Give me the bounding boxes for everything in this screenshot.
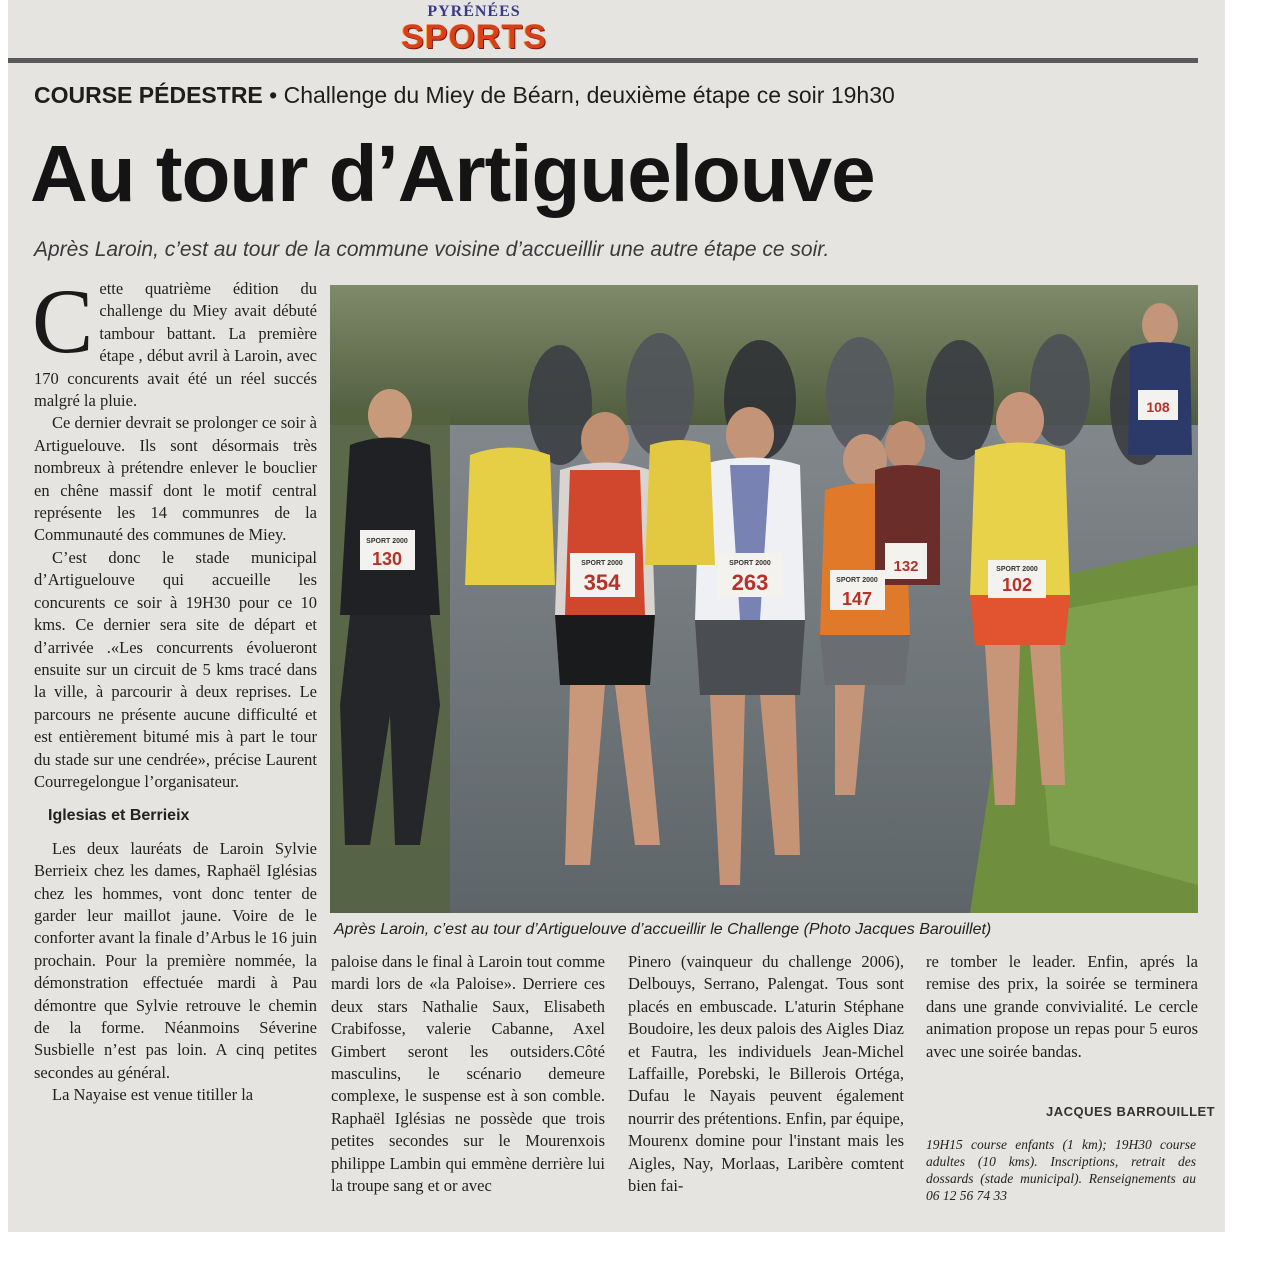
bib-number-102: 102 xyxy=(1001,575,1033,595)
bib-number-132: 132 xyxy=(893,558,919,575)
kicker-category: COURSE PÉDESTRE xyxy=(34,82,263,108)
article-paragraph: Cette quatrième édition du challenge du Miey avait débuté tambour battant. La première étape , début avril à Laroin, avec 170 concurents avait été un réel succés malgré la pluie. xyxy=(32,270,317,411)
header-rule xyxy=(8,58,1198,63)
article-paragraph: re tomber le leader. Enfin, aprés la remise des prix, la soirée se terminera dans une grande convivialité. Le cercle animation propose un repas pour 5 euros avec une soirée bandas. xyxy=(926,952,1198,1061)
kicker-text: Challenge du Miey de Béarn, deuxième étape ce soir 19h30 xyxy=(283,82,895,108)
bib-label: SPORT 2000 xyxy=(836,577,878,584)
photo-caption: Après Laroin, c’est au tour d’Artiguelouve d’accueillir le Challenge (Photo Jacques Barouillet) xyxy=(334,921,992,938)
bib-label: SPORT 2000 xyxy=(729,560,771,567)
race-photo xyxy=(330,285,1198,913)
headline: Au tour d’Artiguelouve xyxy=(30,129,875,218)
bib-label: SPORT 2000 xyxy=(581,560,623,567)
bib-number-130: 130 xyxy=(371,549,403,569)
article-column-1 xyxy=(32,270,317,1107)
bib-number-354: 354 xyxy=(583,570,621,595)
bib-label: SPORT 2000 xyxy=(366,538,408,545)
article-paragraph: La Nayaise est venue titiller la xyxy=(52,1085,254,1105)
article-column-3 xyxy=(628,951,904,1197)
bib-number-147: 147 xyxy=(841,589,873,609)
standfirst: Après Laroin, c’est au tour de la commune voisine d’accueillir une autre étape ce soir. xyxy=(34,238,830,261)
article-column-4 xyxy=(926,951,1198,1063)
kicker-separator: • xyxy=(269,82,278,108)
article-column-2 xyxy=(331,951,605,1197)
article-paragraph: Pinero (vainqueur du challenge 2006), Delbouys, Serrano, Palengat. Tous sont placés en embuscade. L'aturin Stéphane Boudoire, les deux palois des Aigles Diaz et Fautra, les individuels Jean-Michel Laffaille, Porebski, le Billerois Ortéga, Dufau le Nayais peuvent également nourrir des prétentions. Enfin, par équipe, Mourenx domine pour l'instant mais les Aigles, Nay, Morlaas, Laribère comtent bien fai- xyxy=(628,952,904,1196)
masthead xyxy=(374,4,574,54)
race-photo-illustration xyxy=(330,285,1198,913)
masthead-top: PYRÉNÉES xyxy=(427,3,521,20)
bib-label: SPORT 2000 xyxy=(996,566,1038,573)
byline: JACQUES BARROUILLET xyxy=(1046,1104,1216,1119)
drop-cap: C xyxy=(32,270,94,372)
masthead-main: SPORTS xyxy=(401,18,547,56)
bib-number-263: 263 xyxy=(731,570,769,595)
info-box: 19H15 course enfants (1 km); 19H30 course adultes (10 kms). Inscriptions, retrait des dossards (stade municipal). Renseignements au 06 12 56 74 33 xyxy=(926,1137,1196,1203)
article-subhead: Iglesias et Berrieix xyxy=(48,807,190,825)
bib-number-108: 108 xyxy=(1146,399,1170,415)
newspaper-page xyxy=(8,0,1225,1232)
article-paragraph: paloise dans le final à Laroin tout comme mardi lors de «la Paloise». Derriere ces deux stars Nathalie Saux, Elisabeth Crabifosse, valerie Cabanne, Axel Gimbert seront les outsiders.Côté masculins, le scénario demeure complexe, le suspense est à son comble. Raphaël Iglésias ne possède que trois petites secondes sur le Mourenxois philippe Lambin qui emmène derrière lui la troupe sang et or avec xyxy=(331,952,605,1196)
article-paragraph: Les deux lauréats de Laroin Sylvie Berrieix chez les dames, Raphaël Iglésias chez les hommes, vont donc tenter de garder leur maillot jaune. Voire de le conforter avant la finale d’Arbus le 16 juin prochain. Pour la première nommée, la démonstration effectuée mardi à Pau démontre que Sylvie retrouve le chemin de la forme. Néanmoins Séverine Susbielle n’est pas loin. A cinq petites secondes au général. xyxy=(34,838,317,1082)
article-paragraph: C’est donc le stade municipal d’Artiguelouve qui accueille les concurents ce soir à 19H30 pour ce 10 kms. Ce dernier sera site de départ et d’arrivée .«Les concurrents évolueront ensuite sur un circuit de 5 kms tracé dans la ville, à parcourir à deux reprises. Le parcours ne présente aucune difficulté et est entièrement bitumé mis à part le tour du stade sur une cendrée», précise Laurent Courregelongue l’organisateur. xyxy=(34,547,317,791)
kicker xyxy=(34,82,895,109)
article-paragraph: Ce dernier devrait se prolonger ce soir à Artiguelouve. Ils sont désormais très nombreux à prétendre enlever le bouclier en chêne massif dont le motif central représente les 14 communres de la Communauté des communes de Miey. xyxy=(34,413,317,545)
